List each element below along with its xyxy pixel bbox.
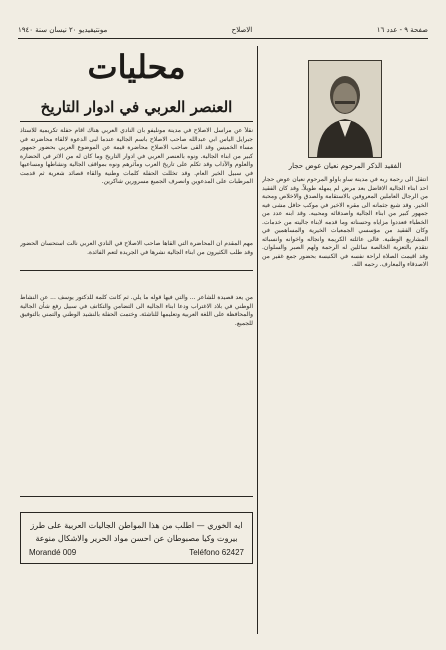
ad-phone: Teléfono 62427: [189, 548, 244, 557]
article-headline: العنصر العربي في ادوار التاريخ: [20, 96, 253, 122]
article-body-2: مهم المقدم ان المحاضرة التي القاها صاحب الاصلاح في النادي العربي نالت استحسان الحضور وقد طلب الكثيرون من ابناء الجالية نشرها في الجريدة لتعم الفائدة.: [20, 240, 253, 256]
ad-line-2: بيروت وكيا مصبوطان عن احسن مواد الحرير والاشكال منوعة: [35, 534, 238, 543]
obituary-column: [262, 46, 428, 636]
ad-address: Morandé 009: [29, 548, 77, 557]
advertisement-box: [20, 512, 253, 564]
masthead-name: الاصلاح: [231, 26, 253, 34]
article-body-1: نقلاً عن مراسل الاصلاح في مدينة مونليفو بان النادي العربي هناك اقام حفلة تكريمية للاستاذ جبرايل الياس ابي عبدالله صاحب الاصلاح باسم الجالية عندما لبى الدعوة لالقاء محاضرته في مساء الخميس وقد القى صاحب الاصلاح محاضرة قيمة عن الموضوع العربي بحضور جمهور كبير من ابناء الجالية. ونوه بالعنصر العربي في ادوار التاريخ وما كان له من الاثر في الحضارة والعلوم والآداب وقد تكلم على تاريخ العرب ومآثرهم ونوه بمواقف الجالية ونشاطها ومساعيها في سبيل الخير العام. وقد تخللت الحفلة كلمات وطنية والقاء قصائد شعرية ثم قدمت المرطبات على المدعوين وانصرف الجميع مسرورين شاكرين.: [20, 127, 253, 185]
obituary-body: انتقل الى رحمة ربه في مدينة ساو باولو المرحوم نعيان عوض حجار احد ابناء الجالية الافاضل بعد مرض لم يمهله طويلاً. وقد كان الفقيد من الرجال العاملين المعروفين بالاستقامة والصدق والاخلاص ومحبة الخير. وقد شيع جثمانه الى مقره الاخير في موكب حافل مشى فيه جمهور كبير من ابناء الجالية واصدقائه ومحبيه. وقد ابنه عدد من الخطباء فعددوا مزاياه وحسناته وما قدمه لابناء جاليته من خدمات. وكان الفقيد من مؤسسي الجمعيات الخيرية والمساهمين في المشاريع الوطنية. فالى عائلته الكريمة وانجاله واخوانه وانسبائه نتقدم بالتعزية الخالصة سائلين له الرحمة ولهم الصبر والسلوان. وقد اقيمت الصلاة لراحة نفسه في الكنيسة بحضور جمع غفير من الاصدقاء والمعارف. رحمه الله.: [262, 176, 428, 268]
ad-contact: [29, 548, 244, 557]
page-header: [18, 24, 428, 39]
column-divider: [257, 46, 258, 634]
section-title: محليات: [87, 48, 186, 86]
article-body-3: من يعد قصيدة للشاعر ... والتي فيها قوله ما يلي. ثم كانت كلمة للدكتور يوسف ... عن النشاط الوطني في بلاد الاغتراب ودعا ابناء الجالية الى التضامن والتكاتف في سبيل رفع شأن الجالية والمحافظة على اللغة العربية وتعليمها للناشئة. وختمت الحفلة بالنشيد الوطني والتمني بالتوفيق للجميع.: [20, 294, 253, 327]
ad-line-1: ايه الخوري — اطلب من هذا المواطن الجاليات العربية على طرز: [30, 521, 243, 530]
local-news-column: [20, 46, 253, 498]
portrait-image: [309, 61, 381, 157]
advertisement-area: [20, 502, 253, 630]
page-number: صفحة ٩ - عدد ١٦: [376, 26, 428, 34]
portrait-photo: [308, 60, 382, 158]
photo-caption: الفقيد الذكر المرحوم نعيان عوض حجار: [288, 162, 402, 170]
issue-date: مونتيفيديو ٢٠ نيسان سنة ١٩٤٠: [18, 26, 108, 34]
